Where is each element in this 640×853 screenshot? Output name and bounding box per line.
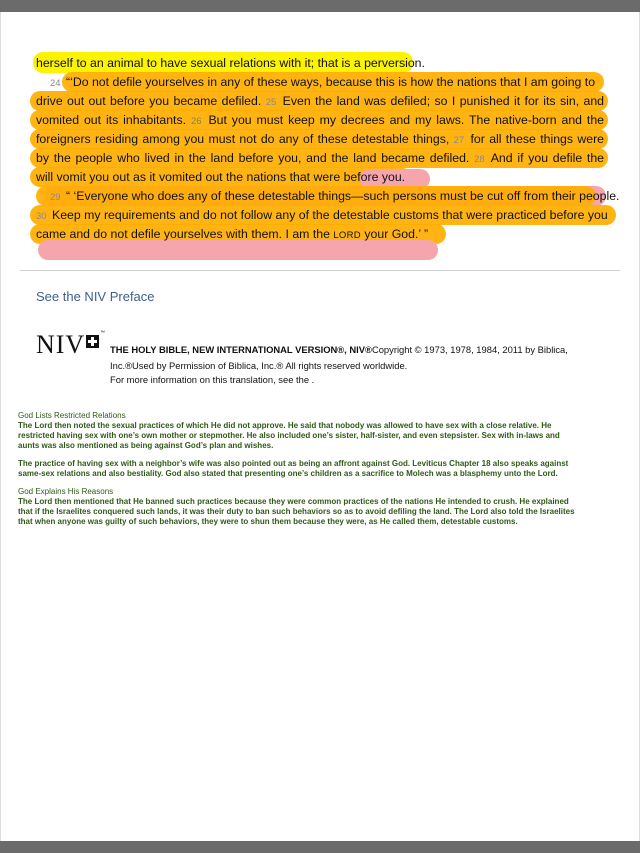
lord-small-caps: LORD	[333, 230, 361, 241]
verse-26-text: But you must keep my decrees and my laws. The native-born and the	[208, 113, 604, 127]
verse-29-text: “ ‘Everyone who does any of these detestable things—such persons must be cut off from their people.	[66, 189, 620, 203]
verse-number: 27	[453, 135, 465, 146]
verse-28-text: will vomit you out as it vomited out the nations that were before you.	[36, 170, 406, 184]
bible-title: THE HOLY BIBLE, NEW INTERNATIONAL VERSION®, NIV®	[110, 344, 372, 355]
scripture-line	[36, 54, 604, 73]
verse-25-text: Even the land was defiled; so I punished it for its sin, and	[282, 94, 604, 108]
trademark-mark: ™	[100, 330, 105, 336]
scripture-line	[36, 149, 604, 168]
verse-28-text: And if you defile the	[490, 151, 604, 165]
copyright-notice	[110, 342, 600, 374]
copyright-text-2: Inc.®Used by Permission of Biblica, Inc.® All rights reserved worldwide.	[110, 360, 408, 371]
verse-27-text: by the people who lived in the land before you, and the land became defiled.	[36, 151, 470, 165]
verse-number: 28	[474, 154, 485, 165]
scripture-line	[36, 92, 604, 111]
verse-24-text: drive out out before you became defiled.	[36, 94, 262, 108]
scripture-passage	[36, 54, 620, 244]
verse-26-text: foreigners residing among you must not do any of these detestable things,	[36, 132, 450, 146]
copyright-text: Copyright © 1973, 1978, 1984, 2011 by Biblica,	[371, 344, 568, 355]
verse-30-text: came and do not defile yourselves with them. I am the	[36, 227, 334, 241]
commentary-heading: God Lists Restricted Relations	[18, 411, 126, 420]
commentary-paragraph: The practice of having sex with a neighbor’s wife was also pointed out as being an affront against God. Leviticus Chapter 18 also speaks against same-sex relations and also bestiality. God also stated that presenting one’s children as a sacrifice to Molech was a blasphemy unto the Lord.	[18, 459, 569, 478]
niv-preface-link[interactable]: See the NIV Preface	[36, 289, 155, 304]
verse-number: 25	[265, 97, 277, 108]
verse-30-text: your God.’ ”	[360, 227, 429, 241]
verse-27-text: for all these things were	[470, 132, 604, 146]
verse-25-text: vomited out its inhabitants.	[36, 113, 187, 127]
more-info-text: For more information on this translation, see the .	[110, 374, 315, 385]
top-frame-bar	[0, 0, 640, 12]
niv-logo: NIV	[36, 330, 86, 359]
section-divider	[20, 270, 620, 271]
verse-number: 30	[36, 211, 47, 222]
scripture-line	[36, 168, 604, 187]
cross-icon	[86, 335, 99, 348]
bottom-frame-bar	[0, 841, 640, 853]
verse-number: 29	[50, 192, 61, 203]
verse-number: 24	[50, 78, 61, 89]
verse-number: 26	[190, 116, 202, 127]
scripture-line	[36, 206, 608, 225]
scripture-line	[36, 187, 620, 206]
commentary-paragraph: The Lord then mentioned that He banned such practices because they were common practices of the nations He intended to crush. He explained that if the Israelites conquered such lands, it was their duty to ban such behaviors so as to avoid defiling the land. The Lord also told the Israelites that when anyone was guilty of such behaviors, they were to shun them because they were, as He called them, detestable customs.	[18, 497, 575, 526]
scripture-line	[36, 111, 604, 130]
commentary-heading: God Explains His Reasons	[18, 487, 114, 496]
scripture-line	[36, 130, 604, 149]
verse-23-end: herself to an animal to have sexual relations with it; that is a perversion.	[36, 56, 425, 70]
document-page	[0, 12, 640, 841]
commentary-section	[18, 411, 578, 535]
verse-30-text: Keep my requirements and do not follow any of the detestable customs that were practiced before you	[52, 208, 608, 222]
commentary-paragraph: The Lord then noted the sexual practices of which He did not approve. He said that nobody was allowed to have sex with a close relative. He restricted having sex with one’s own mother or stepmother. He also included one’s sister, half-sister, and even stepsister. Sex with in-laws and aunts was also mentioned as being against God’s plan and wishes.	[18, 421, 560, 450]
scripture-line	[36, 225, 604, 244]
verse-24-text: “‘Do not defile yourselves in any of these ways, because this is how the nations that I am going to	[66, 75, 596, 89]
scripture-line	[36, 73, 604, 92]
